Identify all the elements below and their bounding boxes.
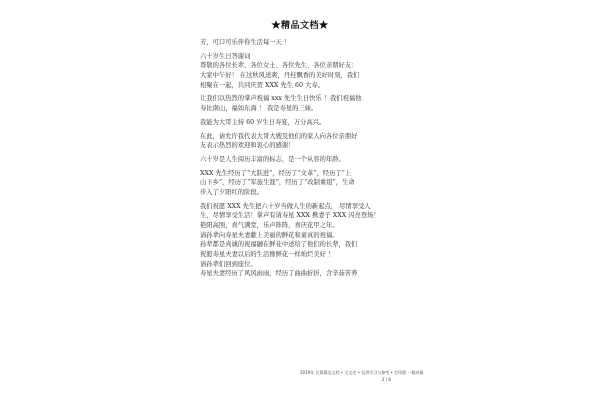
text-line: 寿星夫妻经历了风风雨雨，经历了曲曲折折，含辛茹苦养 xyxy=(200,270,358,278)
document-body xyxy=(200,38,420,279)
text-line: 请孙辈向寿星夫妻献上美丽的鲜花和童真的祝福。 xyxy=(200,231,339,239)
text-line: 六十岁是人生阅历丰富的标志，是一个从容的年龄。 xyxy=(200,155,345,163)
text-line: 芳，可口可乐伴你生活每一天 ！ xyxy=(200,39,291,46)
text-line: 请孙辈们回到座位。 xyxy=(200,260,257,268)
text-line: 孙辈都是真诚的祝福融在鲜花中送给了他们的长辈，我们 xyxy=(200,241,358,249)
text-line: 在此，请允许我代表大哥大嫂及他们的家人向各位亲朋好 xyxy=(200,132,358,140)
text-line: 友表示热烈的欢迎和衷心的感谢！ xyxy=(200,142,295,150)
text-line: 步入了夕阳红的阶段。 xyxy=(200,188,263,196)
text-line: XXX 先生经历了“大跃进”，经历了“文革”，经历了“上 xyxy=(200,169,352,177)
text-line: 祝愿寿星夫妻以后的生活像鲜花一样灿烂美好 ！ xyxy=(200,251,335,259)
page-number: 2 / 8 xyxy=(382,377,391,382)
text-line: 山下乡”，经历了“军旅生涯”，经历了“改制重组”，生命 xyxy=(200,179,355,187)
text-line: 六十岁生日答谢词 xyxy=(200,52,251,60)
text-line: 让我们以热烈的掌声祝福 xxx 先生生日快乐 ！我们祝福他 xyxy=(200,95,362,103)
text-line: 寿比南山，福如东海 ！ 我是寿星的三妹。 xyxy=(200,105,318,113)
document-footer: 2019年 长篇精品文档 • 全文完 • 仅供学习与参考 • 打印版 一稿成稿 xyxy=(300,370,424,375)
document-header: ★精品文档★ xyxy=(271,21,329,31)
text-line: 尊敬的各位长辈、各位女士、各位先生、各位亲朋好友： xyxy=(200,62,358,70)
text-line: 我们祝愿 XXX 先生把六十岁当做人生的新起点， 尽情享受人 xyxy=(200,202,371,210)
text-line: 我能为大哥主持 60 岁生日寿宴，万分高兴。 xyxy=(200,118,326,126)
text-line: 生，尽情享受生活！掌声有请寿星 XXX 携妻子 XXX 闪亮登场！ xyxy=(200,212,380,220)
text-line: 艳阳高照，喜气满堂，乐声阵阵，喜庆花甲之年。 xyxy=(200,222,339,229)
text-line: 大家中午好！ 在这秋风送爽，丹桂飘香的美好时刻，我们 xyxy=(200,72,360,80)
text-line: 相聚在一起，共同庆贺 XXX 先生 60 大寿。 xyxy=(200,81,324,89)
